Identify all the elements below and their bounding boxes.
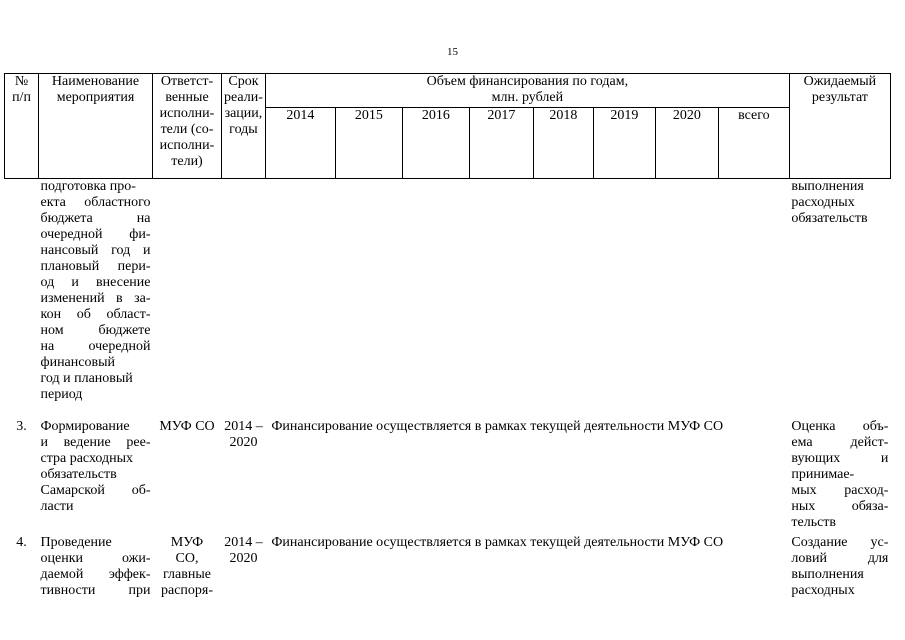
- row-name: Проведение оценки ожи- даемой эффек- тивности при: [40, 535, 151, 598]
- row-responsible: МУФ СО, главные распоря-: [160, 535, 214, 598]
- row-num: 4.: [16, 535, 27, 550]
- year-2020: 2020: [655, 108, 718, 179]
- row-num: 3.: [16, 419, 27, 434]
- header-funding: Объем финансирования по годам, млн. рублей: [265, 74, 789, 108]
- header-responsible: Ответст- венные исполни- тели (со- исполни- тели): [153, 74, 222, 179]
- row-result: выполнения расходных обязательств: [791, 179, 868, 226]
- program-table: [4, 73, 891, 615]
- header-term: Срок реали- зации, годы: [222, 74, 266, 179]
- year-2018: 2018: [533, 108, 593, 179]
- year-2019: 2019: [593, 108, 655, 179]
- row-term: 2014 – 2020: [224, 419, 263, 450]
- table-row: [5, 179, 891, 420]
- row-term: 2014 – 2020: [224, 535, 263, 566]
- year-2014: 2014: [265, 108, 335, 179]
- row-responsible: МУФ СО: [159, 419, 215, 434]
- row-name: Формирование и ведение рее- стра расходных обязательств Самарской об- ласти: [40, 419, 151, 514]
- row-result: Оценка объ- ема дейст- вующих и принимае- мых расход- ных обяза- тельств: [791, 419, 889, 530]
- year-total: всего: [718, 108, 789, 179]
- year-2015: 2015: [335, 108, 402, 179]
- page-number: 15: [447, 46, 458, 58]
- header-num: № п/п: [5, 74, 39, 179]
- header-name: Наименование мероприятия: [39, 74, 153, 179]
- year-2016: 2016: [402, 108, 469, 179]
- row-result: Создание ус- ловий для выполнения расходных: [791, 535, 889, 598]
- row-name: подготовка про- екта областного бюджета на очередной фи- нансовый год и плановый пери- од и внесение изменений в за- кон об област- ном бюджете на очередной финансовый год и плановый период: [40, 179, 151, 402]
- row-funding-note: Финансирование осуществляется в рамках текущей деятельности МУФ СО: [271, 535, 724, 550]
- table-row: [5, 419, 891, 535]
- header-row-1: [5, 74, 891, 108]
- table-row: [5, 535, 891, 615]
- year-2017: 2017: [469, 108, 533, 179]
- row-num: [5, 179, 39, 420]
- header-result: Ожидаемый результат: [789, 74, 890, 179]
- row-funding-note: Финансирование осуществляется в рамках текущей деятельности МУФ СО: [271, 419, 724, 434]
